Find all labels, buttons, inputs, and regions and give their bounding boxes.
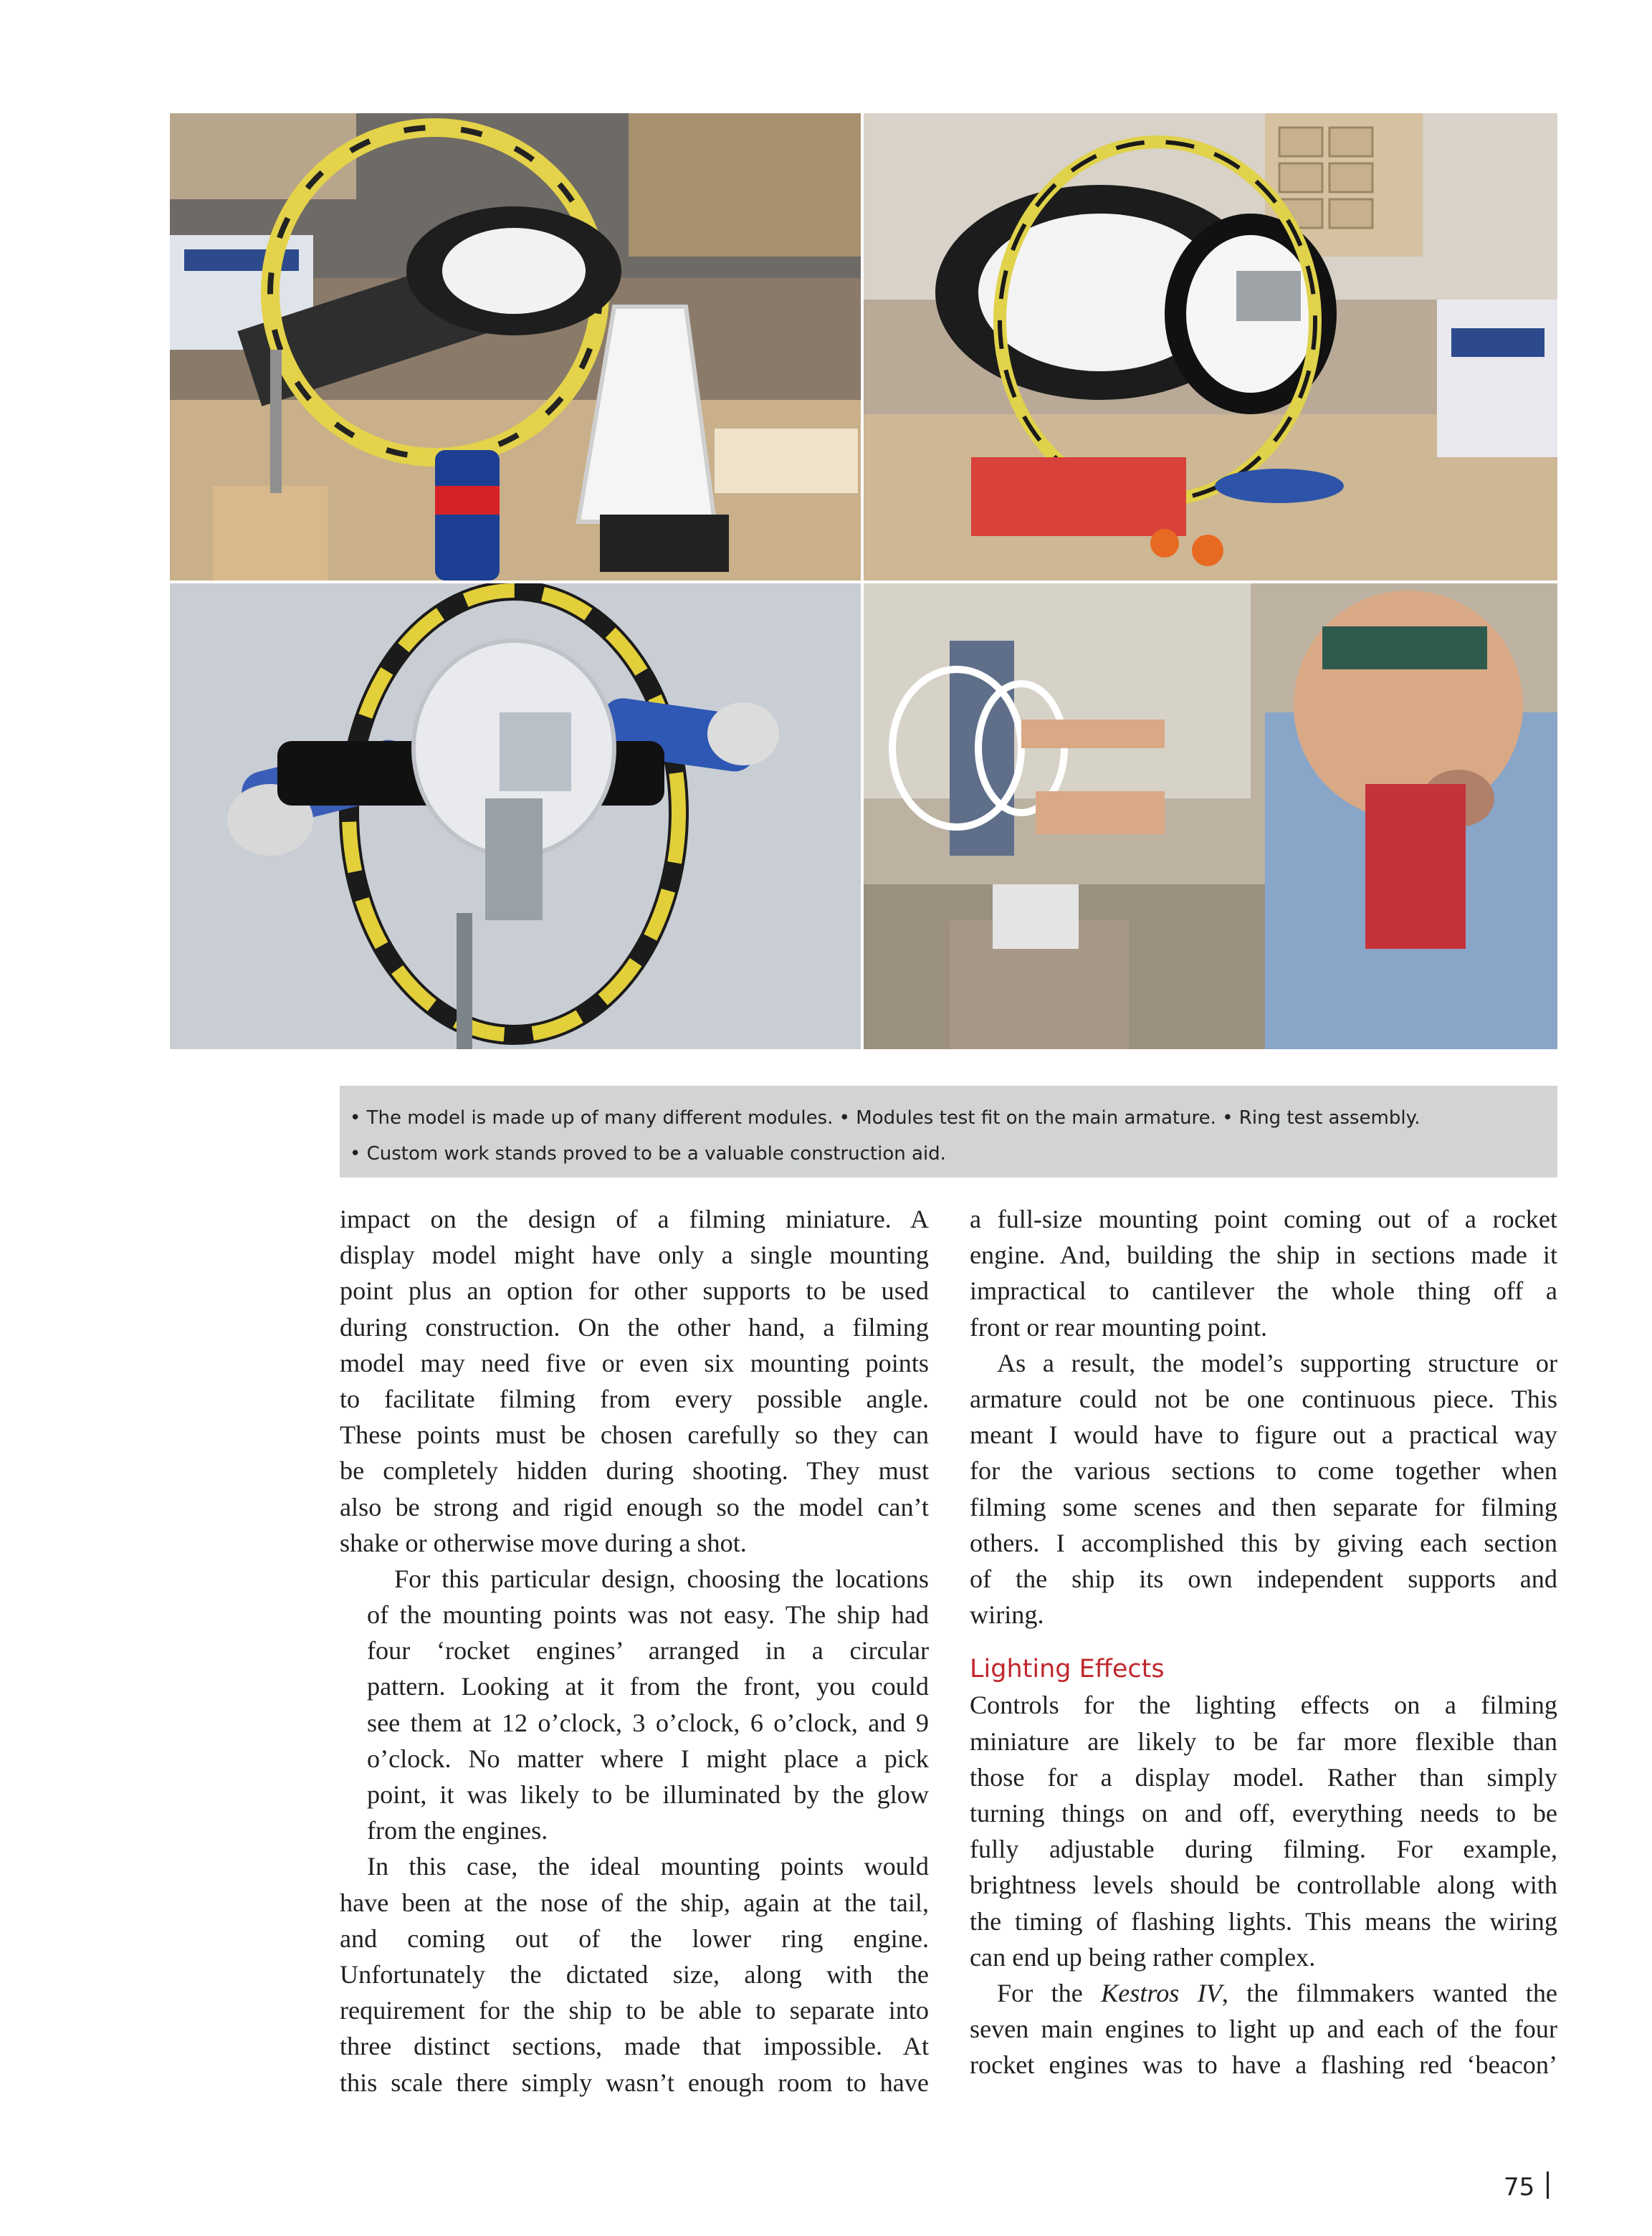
text-line: meant I would have to figure out a practical way <box>970 1420 1557 1450</box>
text-line: this scale there simply wasn’t enough room to have <box>340 2068 929 2097</box>
text-line: those for a display model. Rather than simply <box>970 1762 1557 1792</box>
text-line: can end up being rather complex. <box>970 1942 1316 1972</box>
text-line: armature could not be one continuous piece. This <box>970 1384 1557 1413</box>
text-line: and coming out of the lower ring engine. <box>340 1924 929 1953</box>
text-line: filming some scenes and then separate for filming <box>970 1492 1557 1521</box>
text-line: four ‘rocket engines’ arranged in a circular <box>367 1636 929 1666</box>
text-line: shake or otherwise move during a shot. <box>340 1528 747 1557</box>
text-line: Unfortunately the dictated size, along with the <box>340 1959 929 1989</box>
text-line: for the various sections to come together when <box>970 1456 1557 1486</box>
photo-custom-work-stand <box>864 583 1557 1049</box>
text-line: In this case, the ideal mounting points would <box>367 1852 929 1881</box>
text-line: also be strong and rigid enough so the model can’t <box>340 1492 929 1521</box>
text-line: seven main engines to light up and each of the four <box>970 2015 1557 2044</box>
text-line: have been at the nose of the ship, again at the tail, <box>340 1888 929 1917</box>
photo-modules-test-fit <box>864 113 1557 580</box>
text-line: point plus an option for other supports to be used <box>340 1276 929 1306</box>
photo-caption <box>340 1086 1557 1177</box>
text-line: front or rear mounting point. <box>970 1312 1268 1342</box>
text-line: three distinct sections, made that impossible. At <box>340 2032 929 2061</box>
body-column-right <box>970 1201 1557 2083</box>
text-line: miniature are likely to be far more flexible than <box>970 1726 1557 1756</box>
body-column-left <box>340 1201 929 2101</box>
text-line: engine. And, building the ship in sections made it <box>970 1241 1557 1270</box>
paragraph <box>970 1345 1557 1633</box>
text-line: o’clock. No matter where I might place a pick <box>367 1744 929 1773</box>
text-line: fully adjustable during filming. For example, <box>970 1835 1557 1864</box>
text-line: impact on the design of a filming miniature. A <box>340 1205 929 1233</box>
text-line: requirement for the ship to be able to separate into <box>340 1996 929 2025</box>
text-line: the timing of flashing lights. This means the wiring <box>970 1906 1557 1936</box>
photo-ring-test-assembly <box>170 583 861 1049</box>
text-line: a full-size mounting point coming out of a rocket <box>970 1205 1557 1233</box>
text-line: rocket engines was to have a flashing red ‘beacon’ <box>970 2050 1557 2080</box>
text-line: Controls for the lighting effects on a filming <box>970 1691 1557 1720</box>
text-run: For the <box>997 1978 1102 2007</box>
text-line: model may need five or even six mounting points <box>340 1348 929 1377</box>
text-line <box>970 1975 1557 2011</box>
folio-rule <box>1547 2172 1549 2199</box>
photo-model-modules <box>170 113 861 580</box>
text-line: from the engines. <box>367 1816 548 1845</box>
text-line: display model might have only a single mounting <box>340 1241 929 1270</box>
text-run: , the filmmakers wanted the <box>1221 1978 1557 2007</box>
text-line: impractical to cantilever the whole thing off a <box>970 1276 1557 1306</box>
caption-line-1: • The model is made up of many different modules. • Modules test fit on the main armature. • Ring test assembly. <box>350 1107 1421 1129</box>
text-line: pattern. Looking at it from the front, you could <box>367 1672 929 1701</box>
text-line: others. I accomplished this by giving each section <box>970 1528 1557 1557</box>
text-line: point, it was likely to be illuminated by the glow <box>367 1780 929 1809</box>
text-line: These points must be chosen carefully so they can <box>340 1420 929 1450</box>
caption-line-2: • Custom work stands proved to be a valuable construction aid. <box>350 1143 946 1165</box>
section-heading-lighting-effects: Lighting Effects <box>970 1655 1165 1684</box>
text-line: be completely hidden during shooting. They must <box>340 1456 929 1486</box>
text-line: As a result, the model’s supporting structure or <box>997 1348 1557 1377</box>
text-line: wiring. <box>970 1600 1044 1630</box>
text-line: of the ship its own independent supports and <box>970 1564 1557 1593</box>
text-line: turning things on and off, everything needs to be <box>970 1799 1557 1828</box>
paragraph <box>970 1975 1557 2083</box>
paragraph <box>340 1848 929 2100</box>
text-line: see them at 12 o’clock, 3 o’clock, 6 o’clock, and 9 <box>367 1708 929 1737</box>
paragraph <box>340 1201 929 1561</box>
text-line: during construction. On the other hand, a filming <box>340 1312 929 1342</box>
page-number: 75 <box>1504 2173 1535 2202</box>
text-line: to facilitate filming from every possible angle. <box>340 1384 929 1413</box>
text-line: brightness levels should be controllable along with <box>970 1870 1557 1900</box>
paragraph <box>970 1687 1557 1975</box>
paragraph <box>970 1201 1557 1345</box>
text-line: For this particular design, choosing the locations <box>394 1564 929 1593</box>
paragraph <box>340 1561 929 1849</box>
text-line: of the mounting points was not easy. The ship had <box>367 1600 929 1630</box>
ship-name: Kestros IV <box>1101 1978 1222 2007</box>
